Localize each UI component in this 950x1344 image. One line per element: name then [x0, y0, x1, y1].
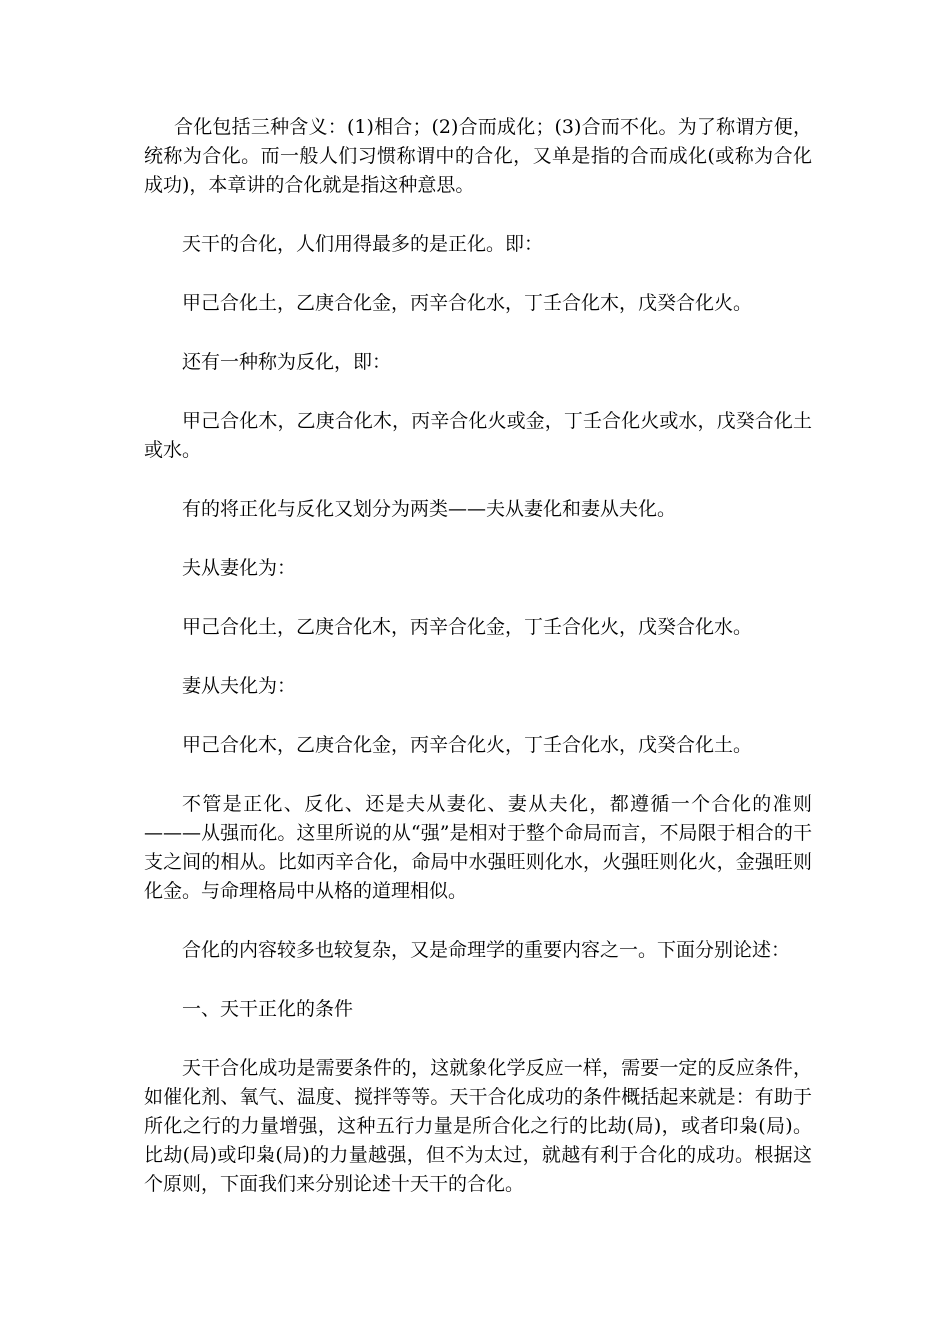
paragraph-fanhua-list: 甲己合化木，乙庚合化木，丙辛合化火或金，丁壬合化火或水，戊癸合化土或水。 — [144, 410, 812, 461]
paragraph-two-categories: 有的将正化与反化又划分为两类——夫从妻化和妻从夫化。 — [182, 498, 677, 520]
paragraph-fanhua-intro: 还有一种称为反化，即： — [182, 351, 392, 373]
paragraph-qicongfu-intro: 妻从夫化为： — [182, 675, 297, 697]
paragraph-fucongqi-intro: 夫从妻化为： — [182, 557, 297, 579]
paragraph-fucongqi-list: 甲己合化土，乙庚合化木，丙辛合化金，丁壬合化火，戊癸合化水。 — [182, 616, 753, 638]
paragraph-principle: 不管是正化、反化、还是夫从妻化、妻从夫化，都遵循一个合化的准则———从强而化。这里所说的从“强”是相对于整个命局而言，不局限于相合的干支之间的相从。比如丙辛合化，命局中水强旺则化水，火强旺则化火，金强旺则化金。与命理格局中从格的道理相似。 — [144, 793, 812, 902]
document-body — [144, 113, 812, 1229]
paragraph-qicongfu-list: 甲己合化木，乙庚合化金，丙辛合化火，丁壬合化水，戊癸合化土。 — [182, 734, 753, 756]
section-heading: 一、天干正化的条件 — [182, 998, 354, 1020]
paragraph-zhenghua-intro: 天干的合化，人们用得最多的是正化。即： — [182, 233, 544, 255]
paragraph-overview: 合化的内容较多也较复杂，又是命理学的重要内容之一。下面分别论述： — [182, 939, 791, 961]
paragraph-conditions: 天干合化成功是需要条件的，这就象化学反应一样，需要一定的反应条件，如催化剂、氧气、温度、搅拌等等。天干合化成功的条件概括起来就是：有助于所化之行的力量增强，这种五行力量是所合化之行的比劫(局)，或者印枭(局)。比劫(局)或印枭(局)的力量越强，但不为太过，就越有利于合化的成功。根据这个原则，下面我们来分别论述十天干的合化。 — [144, 1057, 812, 1195]
paragraph-definition: 合化包括三种含义：(1)相合；(2)合而成化；(3)合而不化。为了称谓方便，统称为合化。而一般人们习惯称谓中的合化，又单是指的合而成化(或称为合化成功)，本章讲的合化就是指这种意思。 — [144, 116, 812, 196]
paragraph-zhenghua-list: 甲己合化土，乙庚合化金，丙辛合化水，丁壬合化木，戊癸合化火。 — [182, 292, 753, 314]
